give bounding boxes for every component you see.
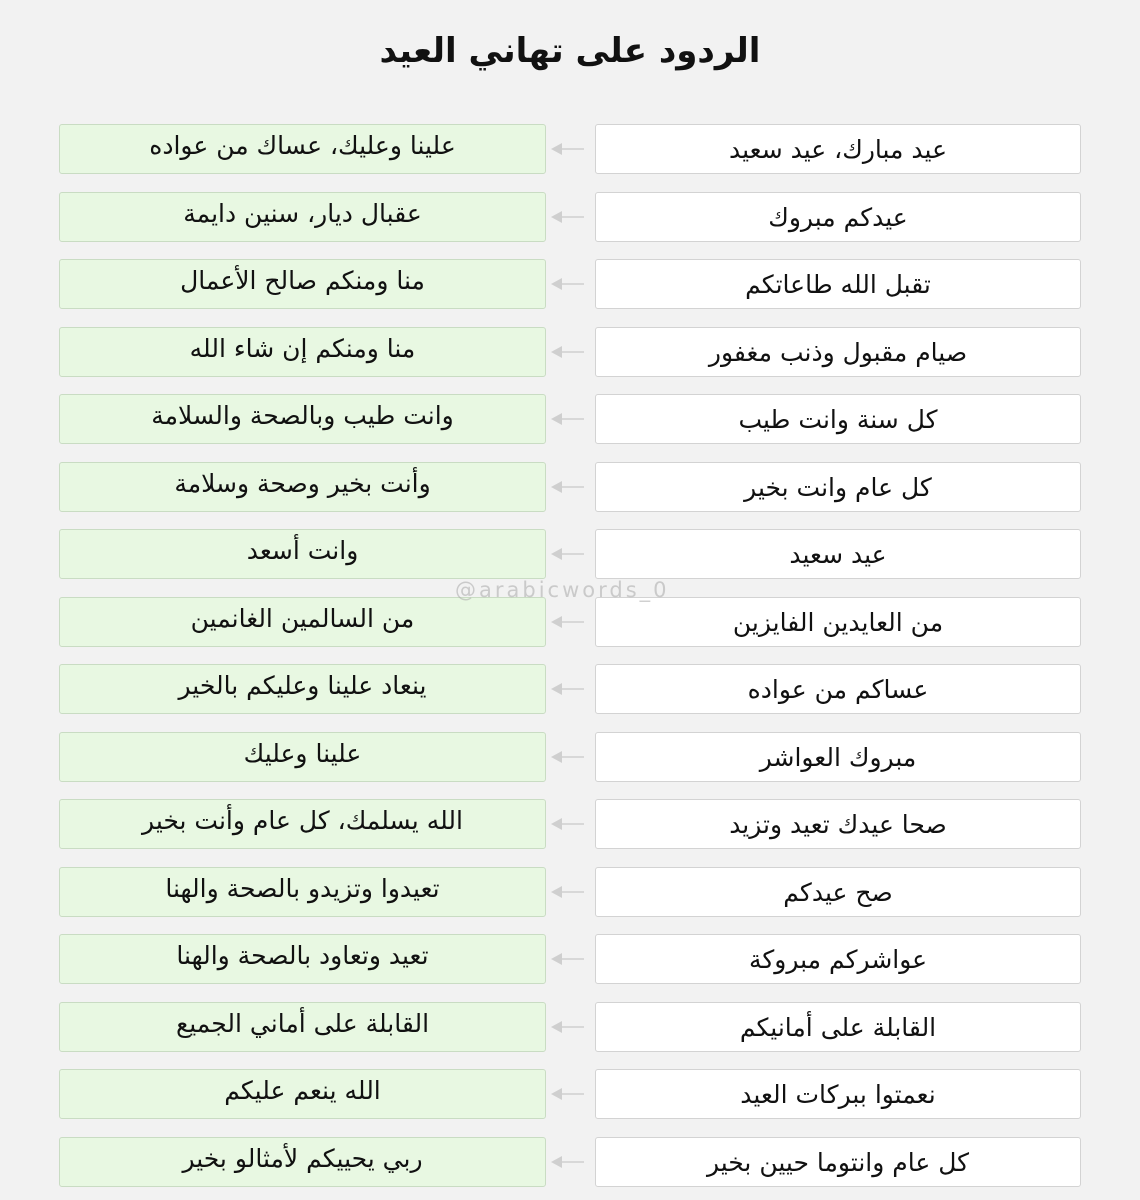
arrow-left-icon [546, 867, 595, 917]
arrow-left-icon [546, 1137, 595, 1187]
greeting-box: كل عام وانت بخير [595, 462, 1081, 512]
arrow-left-icon [546, 394, 595, 444]
table-row [0, 462, 1140, 514]
table-row [0, 934, 1140, 986]
arrow-left-icon [546, 1069, 595, 1119]
arrow-left-icon [546, 664, 595, 714]
arrow-left-icon [546, 732, 595, 782]
table-row [0, 664, 1140, 716]
arrow-left-icon [546, 1002, 595, 1052]
table-row [0, 732, 1140, 784]
table-row [0, 394, 1140, 446]
reply-box: تعيد وتعاود بالصحة والهنا [59, 934, 546, 984]
greeting-box: مبروك العواشر [595, 732, 1081, 782]
table-row [0, 124, 1140, 176]
watermark: @arabicwords_0 [455, 578, 670, 602]
arrow-left-icon [546, 124, 595, 174]
arrow-left-icon [546, 462, 595, 512]
greeting-box: من العايدين الفايزين [595, 597, 1081, 647]
arrow-left-icon [546, 192, 595, 242]
reply-box: وانت طيب وبالصحة والسلامة [59, 394, 546, 444]
arrow-left-icon [546, 327, 595, 377]
greeting-box: صح عيدكم [595, 867, 1081, 917]
reply-box: الله ينعم عليكم [59, 1069, 546, 1119]
greeting-box: تقبل الله طاعاتكم [595, 259, 1081, 309]
page-title: الردود على تهاني العيد [379, 31, 761, 71]
greeting-box: عيد مبارك، عيد سعيد [595, 124, 1081, 174]
reply-box: منا ومنكم صالح الأعمال [59, 259, 546, 309]
greeting-box: عيدكم مبروك [595, 192, 1081, 242]
reply-box: الله يسلمك، كل عام وأنت بخير [59, 799, 546, 849]
greeting-box: القابلة على أمانيكم [595, 1002, 1081, 1052]
reply-box: القابلة على أماني الجميع [59, 1002, 546, 1052]
reply-box: علينا وعليك [59, 732, 546, 782]
table-row [0, 529, 1140, 581]
reply-box: ينعاد علينا وعليكم بالخير [59, 664, 546, 714]
table-row [0, 327, 1140, 379]
reply-box: وانت أسعد [59, 529, 546, 579]
table-row [0, 1002, 1140, 1054]
table-row [0, 259, 1140, 311]
table-row [0, 799, 1140, 851]
table-row [0, 867, 1140, 919]
greeting-box: صحا عيدك تعيد وتزيد [595, 799, 1081, 849]
greeting-box: نعمتوا ببركات العيد [595, 1069, 1081, 1119]
greeting-box: كل عام وانتوما حيين بخير [595, 1137, 1081, 1187]
greeting-box: عساكم من عواده [595, 664, 1081, 714]
arrow-left-icon [546, 799, 595, 849]
reply-box: عقبال ديار، سنين دايمة [59, 192, 546, 242]
table-row [0, 1137, 1140, 1189]
table-row [0, 1069, 1140, 1121]
arrow-left-icon [546, 259, 595, 309]
arrow-left-icon [546, 597, 595, 647]
greeting-box: عواشركم مبروكة [595, 934, 1081, 984]
greeting-box: عيد سعيد [595, 529, 1081, 579]
reply-box: علينا وعليك، عساك من عواده [59, 124, 546, 174]
arrow-left-icon [546, 934, 595, 984]
reply-box: ربي يحييكم لأمثالو بخير [59, 1137, 546, 1187]
greeting-box: كل سنة وانت طيب [595, 394, 1081, 444]
greeting-box: صيام مقبول وذنب مغفور [595, 327, 1081, 377]
arrow-left-icon [546, 529, 595, 579]
table-row [0, 192, 1140, 244]
reply-box: تعيدوا وتزيدو بالصحة والهنا [59, 867, 546, 917]
reply-box: وأنت بخير وصحة وسلامة [59, 462, 546, 512]
table-row [0, 597, 1140, 649]
reply-box: من السالمين الغانمين [59, 597, 546, 647]
reply-box: منا ومنكم إن شاء الله [59, 327, 546, 377]
